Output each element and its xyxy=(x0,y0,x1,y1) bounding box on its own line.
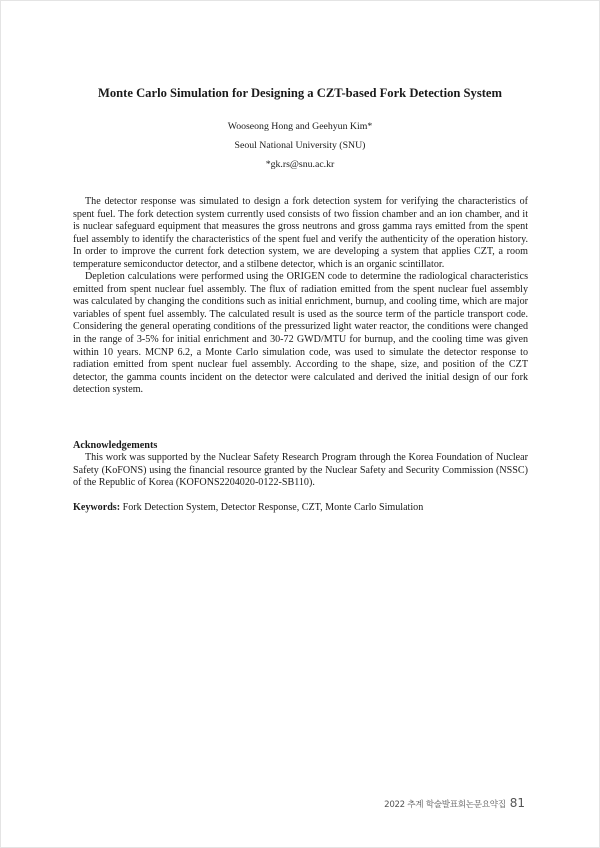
abstract-paragraph: The detector response was simulated to design a fork detection system for verifying the characteristics of spent fuel. The fork detection system currently used consists of two fission chamber and an ion chamber, and it is nuclear safeguard equipment that measures the gross neutrons and gross gamma rays emitted from the spent fuel assembly to identify the characteristics of the spent fuel and verify the authenticity of the operation history. In order to improve the current fork detection system, we are developing a system that applies CZT, a room temperature semiconductor detector, and a stilbene detector, which is an organic scintillator. xyxy=(73,196,528,270)
page-footer xyxy=(384,792,525,811)
keywords-text: Fork Detection System, Detector Response, CZT, Monte Carlo Simulation xyxy=(122,502,424,513)
keywords xyxy=(73,502,528,513)
paper-title: Monte Carlo Simulation for Designing a CZT-based Fork Detection System xyxy=(97,86,503,100)
keywords-label: Keywords: xyxy=(73,502,121,513)
page-number: 81 xyxy=(509,796,525,810)
acknowledgements-text: This work was supported by the Nuclear Safety Research Program through the Korea Foundation of Nuclear Safety (KoFONS) using the financial resource granted by the Nuclear Safety and Security Commission (NSSC) of the Republic of Korea (KOFONS2204020-0122-SB110). xyxy=(73,452,528,489)
authors: Wooseong Hong and Geehyun Kim* xyxy=(227,121,373,132)
acknowledgements-heading: Acknowledgements xyxy=(73,440,158,451)
abstract-paragraph: Depletion calculations were performed using the ORIGEN code to determine the radiological characteristics emitted from spent nuclear fuel assembly. The flux of radiation emitted from the spent nuclear fuel assembly was calculated by changing the conditions such as initial enrichment, burnup, and cooling time, which are major variables of spent fuel assembly. The calculated result is used as the source term of the particle transport code. Considering the general operating conditions of the pressurized light water reactor, the conditions were changed in the range of 3-5% for initial enrichment and 30-72 GWD/MTU for burnup, and the cooling time was given within 10 years. MCNP 6.2, a Monte Carlo simulation code, was used to simulate the detector response to radiation emitted from spent nuclear fuel assembly. According to the shape, size, and position of the CZT detector, the gamma counts incident on the detector were calculated and derived the initial design of our fork detection system. xyxy=(73,271,528,396)
abstract xyxy=(73,196,528,397)
affiliation: Seoul National University (SNU) xyxy=(234,140,366,151)
footer-text: 2022 추계 학술발표회논문요약집 xyxy=(384,800,506,810)
email: *gk.rs@snu.ac.kr xyxy=(265,159,335,170)
